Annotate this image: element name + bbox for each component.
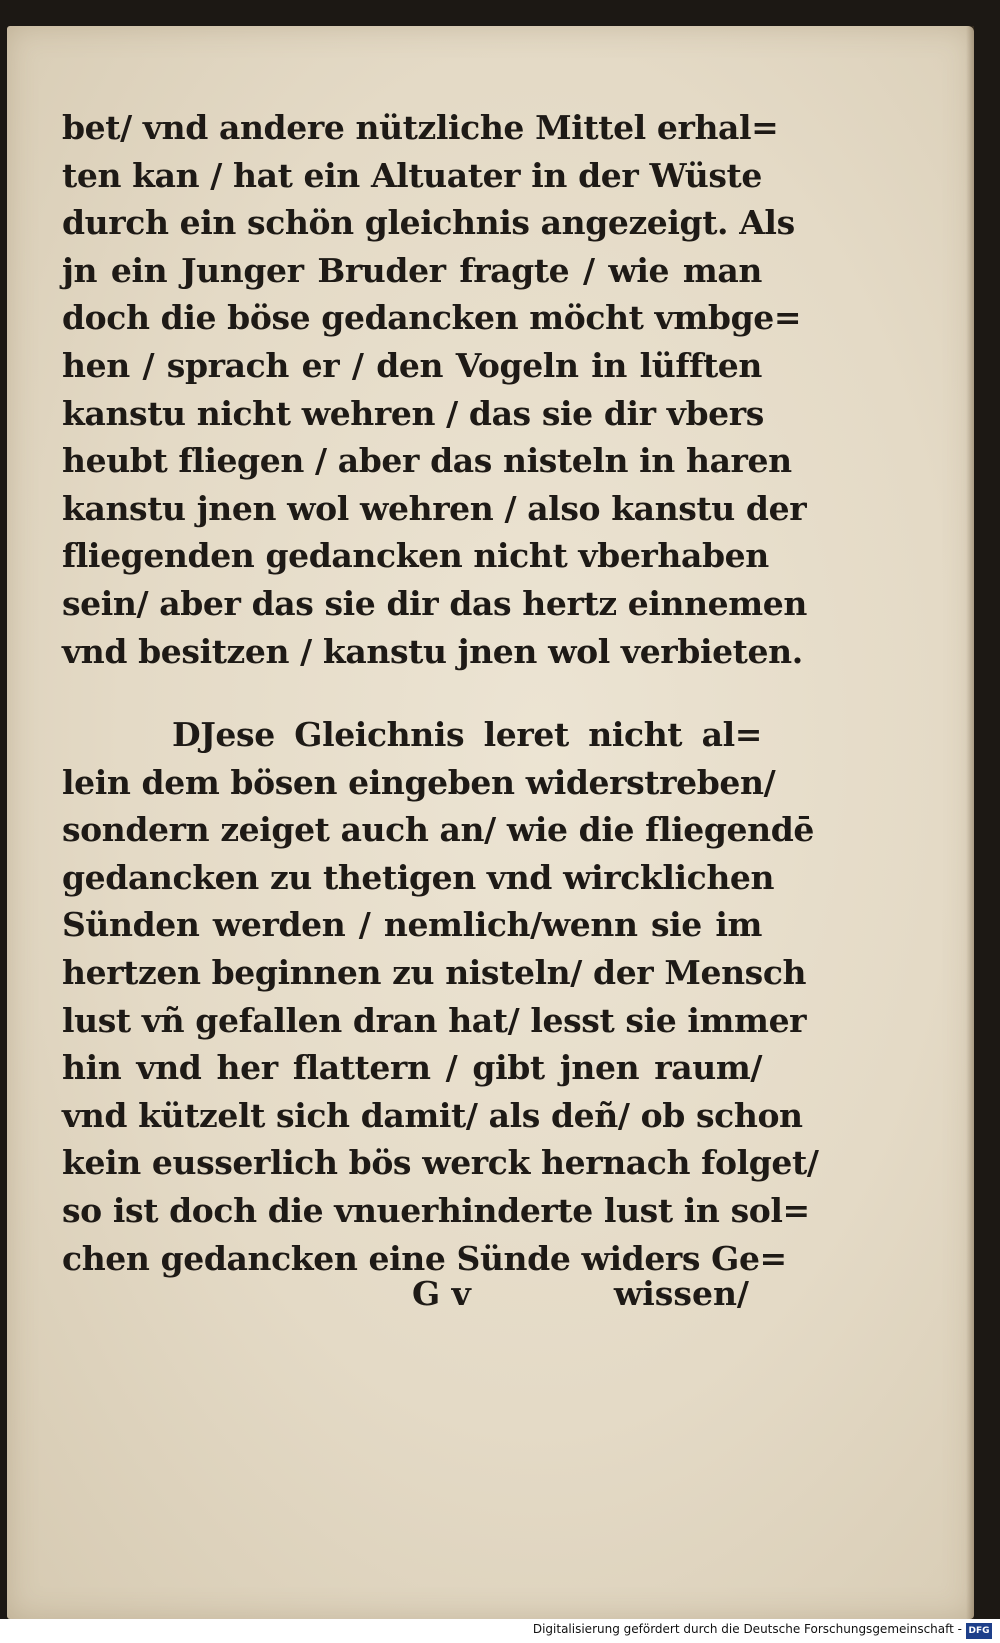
text-line: so ist doch die vnuerhinderte lust in sol= [62, 1190, 810, 1230]
text-line: ten kan / hat ein Altuater in der Wüste [62, 155, 762, 195]
text-line: kanstu jnen wol wehren / also kanstu der [62, 488, 807, 528]
paragraph-2 [62, 711, 819, 1282]
text-line: hin vnd her flattern / gibt jnen raum/ [62, 1048, 762, 1088]
text-line: chen gedancken eine Sünde widers Ge= [62, 1238, 787, 1278]
text-line: DJese Gleichnis leret nicht al= [172, 715, 762, 754]
catchword: wissen/ [613, 1274, 749, 1313]
page-footer-line [364, 1274, 749, 1324]
funding-credit: Digitalisierung gefördert durch die Deutsche Forschungsgemeinschaft - [532, 1622, 962, 1636]
text-line: lust vñ gefallen dran hat/ lesst sie immer [62, 1000, 807, 1040]
dfg-logo-icon: DFG [966, 1623, 992, 1639]
text-line: heubt fliegen / aber das nisteln in haren [62, 441, 792, 481]
text-line: vnd besitzen / kanstu jnen wol verbieten. [62, 631, 803, 671]
text-line: kein eusserlich bös werck hernach folget/ [62, 1143, 819, 1183]
text-line: doch die böse gedancken möcht vmbge= [62, 298, 802, 338]
text-line: lein dem bösen eingeben widerstreben/ [62, 762, 776, 802]
text-line: gedancken zu thetigen vnd wircklichen [62, 857, 775, 897]
text-line: jn ein Junger Bruder fragte / wie man [62, 250, 762, 290]
text-line: sein/ aber das sie dir das hertz einnemen [62, 583, 807, 623]
text-line: durch ein schön gleichnis angezeigt. Als [62, 203, 795, 243]
text-line: hen / sprach er / den Vogeln in lüfften [62, 345, 762, 385]
digitization-footer [0, 1619, 1000, 1643]
text-line: sondern zeiget auch an/ wie die fliegendē [62, 810, 814, 850]
text-line: kanstu nicht wehren / das sie dir vbers [62, 393, 764, 433]
text-line: bet/ vnd andere nützliche Mittel erhal= [62, 108, 779, 147]
text-line: Sünden werden / nemlich/wenn sie im [62, 905, 762, 945]
book-page [7, 26, 974, 1619]
text-line: fliegenden gedancken nicht vberhaben [62, 536, 769, 576]
page-gutter-shadow [966, 26, 974, 1619]
paragraph-1 [62, 104, 807, 675]
text-line: vnd kützelt sich damit/ als deñ/ ob schon [62, 1095, 803, 1135]
signature-mark: G v [412, 1274, 471, 1313]
text-line: hertzen beginnen zu nisteln/ der Mensch [62, 952, 807, 992]
